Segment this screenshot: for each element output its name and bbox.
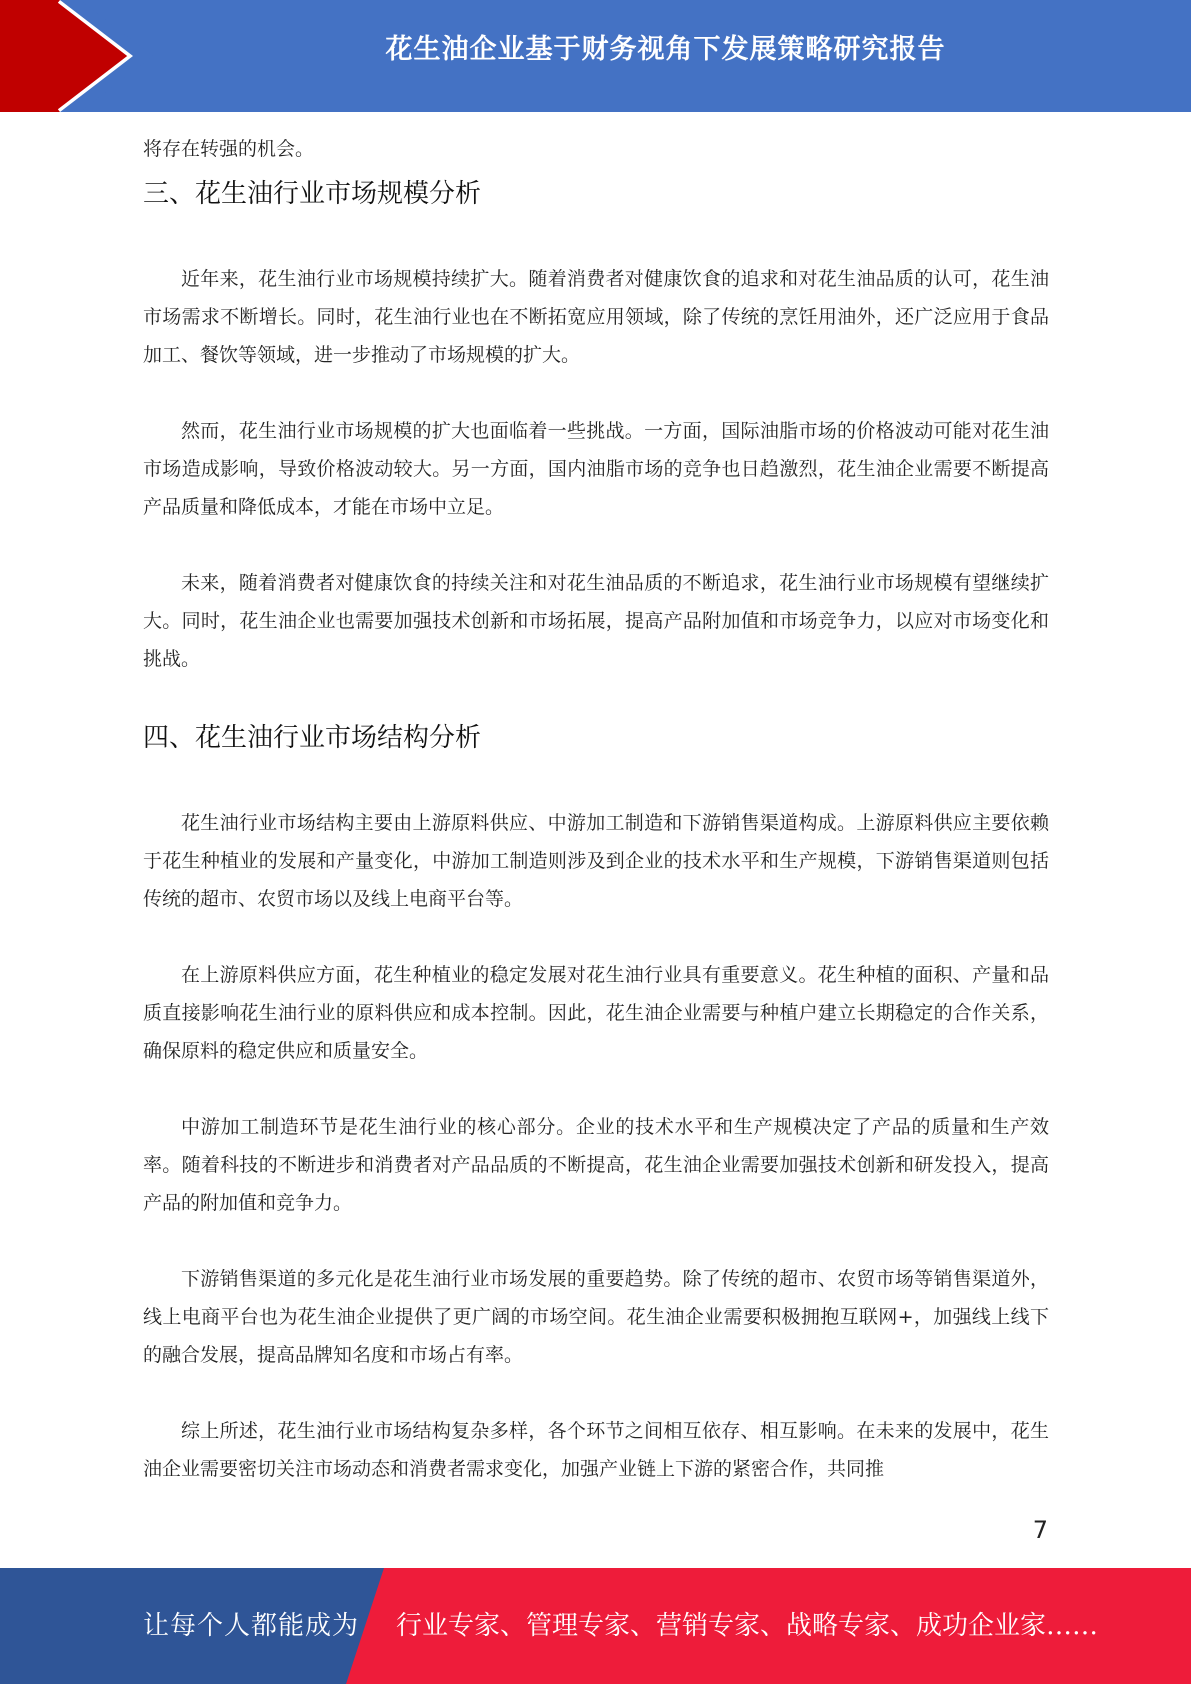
section-4-paragraph-5: 综上所述，花生油行业市场结构复杂多样，各个环节之间相互依存、相互影响。在未来的发展中，花生油企业需要密切关注市场动态和消费者需求变化，加强产业链上下游的紧密合作，共同推 [143,1420,1049,1480]
section-4-paragraph-2: 在上游原料供应方面，花生种植业的稳定发展对花生油行业具有重要意义。花生种植的面积、产量和品质直接影响花生油行业的原料供应和成本控制。因此，花生油企业需要与种植户建立长期稳定的合作关系，确保原料的稳定供应和质量安全。 [143,964,1049,1062]
header-chevron-graphic [0,0,160,112]
section-3-heading: 三、花生油行业市场规模分析 [143,179,482,209]
section-4-paragraph-3: 中游加工制造环节是花生油行业的核心部分。企业的技术水平和生产规模决定了产品的质量和生产效率。随着科技的不断进步和消费者对产品品质的不断提高，花生油企业需要加强技术创新和研发投入，提高产品的附加值和竞争力。 [143,1116,1049,1214]
footer-slogan-right: 行业专家、管理专家、营销专家、战略专家、成功企业家…… [396,1611,1099,1641]
continuation-line: 将存在转强的机会。 [143,138,315,160]
section-3-paragraph-3: 未来，随着消费者对健康饮食的持续关注和对花生油品质的不断追求，花生油行业市场规模有望继续扩大。同时，花生油企业也需要加强技术创新和市场拓展，提高产品附加值和市场竞争力，以应对市场变化和挑战。 [143,572,1049,670]
footer-slogan-left: 让每个人都能成为 [143,1611,360,1641]
page-header [0,0,1191,112]
section-3-paragraph-1: 近年来，花生油行业市场规模持续扩大。随着消费者对健康饮食的追求和对花生油品质的认可，花生油市场需求不断增长。同时，花生油行业也在不断拓宽应用领域，除了传统的烹饪用油外，还广泛应用于食品加工、餐饮等领域，进一步推动了市场规模的扩大。 [143,268,1049,366]
section-4-paragraph-1: 花生油行业市场结构主要由上游原料供应、中游加工制造和下游销售渠道构成。上游原料供应主要依赖于花生种植业的发展和产量变化，中游加工制造则涉及到企业的技术水平和生产规模，下游销售渠道则包括传统的超市、农贸市场以及线上电商平台等。 [143,812,1049,910]
section-4-heading: 四、花生油行业市场结构分析 [143,723,482,753]
page-number: 7 [1032,1516,1048,1544]
page-footer [0,1568,1191,1684]
section-4-paragraph-4: 下游销售渠道的多元化是花生油行业市场发展的重要趋势。除了传统的超市、农贸市场等销售渠道外，线上电商平台也为花生油企业提供了更广阔的市场空间。花生油企业需要积极拥抱互联网+，加强线上线下的融合发展，提高品牌知名度和市场占有率。 [143,1268,1049,1366]
page-content [143,130,1049,1488]
report-title: 花生油企业基于财务视角下发展策略研究报告 [385,34,946,65]
section-3-paragraph-2: 然而，花生油行业市场规模的扩大也面临着一些挑战。一方面，国际油脂市场的价格波动可能对花生油市场造成影响，导致价格波动较大。另一方面，国内油脂市场的竞争也日趋激烈，花生油企业需要不断提高产品质量和降低成本，才能在市场中立足。 [143,420,1049,518]
